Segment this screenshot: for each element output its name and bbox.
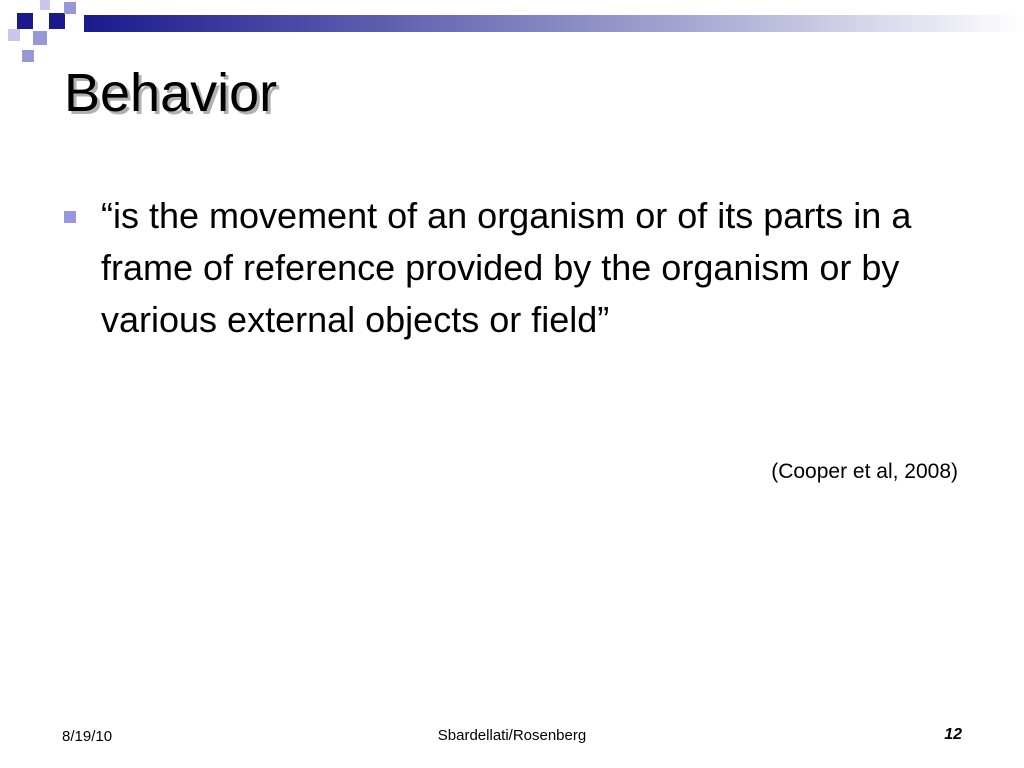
footer-date: 8/19/10 bbox=[62, 728, 113, 745]
header-square-decoration bbox=[17, 13, 33, 29]
bullet-item bbox=[64, 190, 964, 346]
header-square-decoration bbox=[49, 13, 65, 29]
bullet-list bbox=[64, 190, 964, 346]
footer-author bbox=[0, 727, 1024, 744]
header-square-decoration bbox=[8, 29, 20, 41]
square-bullet-icon bbox=[64, 211, 76, 223]
header-square-decoration bbox=[40, 0, 50, 10]
slide-title: Behavior bbox=[64, 63, 278, 123]
header-square-decoration bbox=[33, 31, 47, 45]
header-square-decoration bbox=[22, 50, 34, 62]
header-gradient-bar bbox=[84, 15, 1024, 32]
page-number: 12 bbox=[944, 726, 962, 743]
footer-author-text: Sbardellati/Rosenberg bbox=[437, 727, 587, 744]
citation: (Cooper et al, 2008) bbox=[771, 460, 958, 483]
header-square-decoration bbox=[64, 2, 76, 14]
bullet-text: “is the movement of an organism or of its parts in a frame of reference provided by the organism or by various external objects or field” bbox=[101, 195, 912, 340]
